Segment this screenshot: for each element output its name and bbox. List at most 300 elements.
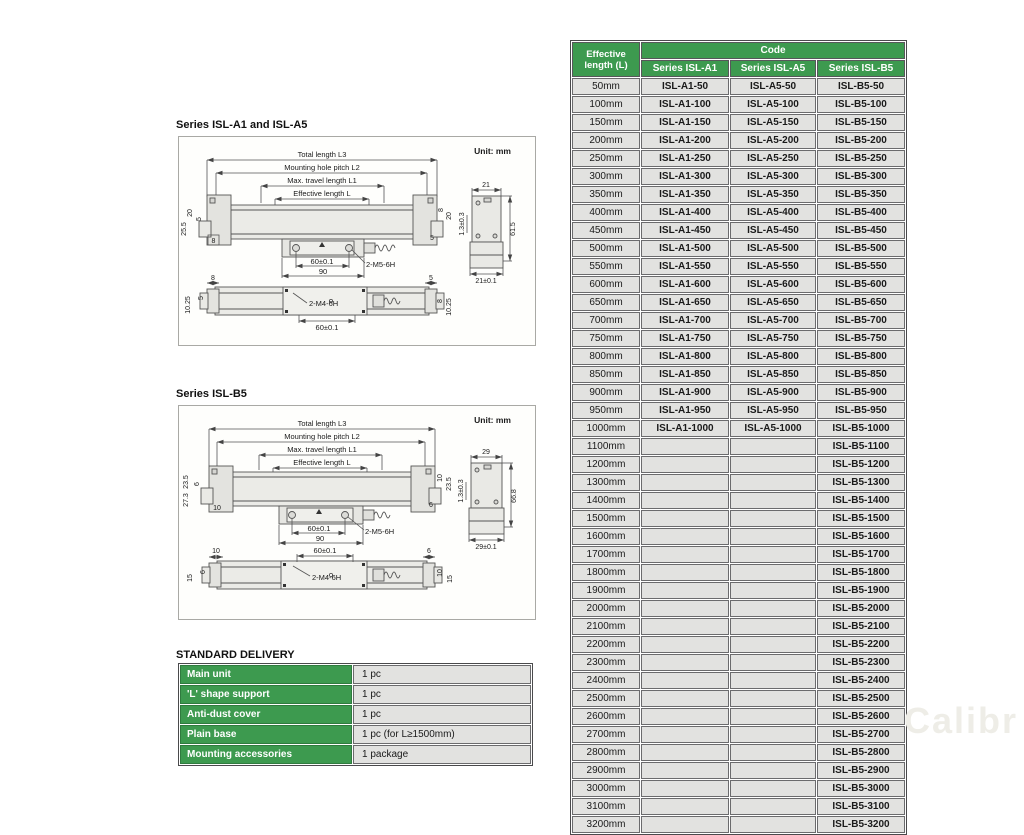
code-cell: ISL-A5-150 bbox=[730, 114, 816, 131]
bottom-right-w-a: 5 bbox=[429, 275, 433, 282]
code-cell: ISL-A5-550 bbox=[730, 258, 816, 275]
table-row bbox=[572, 546, 905, 563]
left-dim4-a: 8 bbox=[211, 238, 216, 245]
length-cell: 150mm bbox=[572, 114, 640, 131]
end-base-b: 29±0.1 bbox=[475, 544, 497, 551]
length-cell: 2900mm bbox=[572, 762, 640, 779]
code-cell bbox=[730, 744, 816, 761]
end-width-b: 29 bbox=[482, 449, 490, 456]
right-dim3-b: 6 bbox=[429, 502, 433, 509]
end-height-b: 66.8 bbox=[511, 489, 518, 503]
table-row bbox=[572, 132, 905, 149]
code-cell: ISL-B5-350 bbox=[817, 186, 905, 203]
code-cell bbox=[730, 816, 816, 833]
length-cell: 350mm bbox=[572, 186, 640, 203]
length-cell: 1100mm bbox=[572, 438, 640, 455]
code-cell bbox=[641, 510, 729, 527]
code-cell: ISL-B5-1600 bbox=[817, 528, 905, 545]
code-cell: ISL-B5-2400 bbox=[817, 672, 905, 689]
code-cell: ISL-A1-500 bbox=[641, 240, 729, 257]
table-row bbox=[572, 762, 905, 779]
code-cell: ISL-A1-450 bbox=[641, 222, 729, 239]
code-cell bbox=[641, 762, 729, 779]
code-cell: ISL-B5-2900 bbox=[817, 762, 905, 779]
code-cell: ISL-A5-650 bbox=[730, 294, 816, 311]
code-cell: ISL-A5-800 bbox=[730, 348, 816, 365]
code-cell: ISL-B5-3000 bbox=[817, 780, 905, 797]
bottom-left-w-b: 10 bbox=[212, 548, 220, 555]
reader-screw-a: 2-M5-6H bbox=[366, 260, 396, 269]
table-row bbox=[572, 726, 905, 743]
delivery-qty: 1 package bbox=[353, 745, 531, 764]
code-cell bbox=[641, 582, 729, 599]
code-cell bbox=[730, 780, 816, 797]
code-cell bbox=[641, 618, 729, 635]
code-cell: ISL-A1-950 bbox=[641, 402, 729, 419]
code-cell bbox=[641, 600, 729, 617]
end-view-b bbox=[469, 463, 504, 534]
code-cell bbox=[730, 564, 816, 581]
left-dim1-b: 23.5 bbox=[183, 475, 190, 489]
code-cell: ISL-B5-2700 bbox=[817, 726, 905, 743]
code-cell bbox=[730, 528, 816, 545]
table-row bbox=[572, 510, 905, 527]
dim-pitch-b: Mounting hole pitch L2 bbox=[284, 432, 360, 441]
table-row bbox=[572, 114, 905, 131]
table-row bbox=[572, 294, 905, 311]
code-header: Code bbox=[641, 42, 905, 59]
length-cell: 2300mm bbox=[572, 654, 640, 671]
code-cell: ISL-A5-950 bbox=[730, 402, 816, 419]
table-row bbox=[572, 186, 905, 203]
delivery-qty: 1 pc (for L≥1500mm) bbox=[353, 725, 531, 744]
length-cell: 1600mm bbox=[572, 528, 640, 545]
delivery-row bbox=[180, 665, 531, 684]
code-cell: ISL-B5-200 bbox=[817, 132, 905, 149]
delivery-row bbox=[180, 725, 531, 744]
code-cell: ISL-B5-250 bbox=[817, 150, 905, 167]
length-cell: 400mm bbox=[572, 204, 640, 221]
code-cell: ISL-B5-1800 bbox=[817, 564, 905, 581]
code-cell: ISL-B5-600 bbox=[817, 276, 905, 293]
length-cell: 600mm bbox=[572, 276, 640, 293]
table-row bbox=[572, 276, 905, 293]
end-base-a: 21±0.1 bbox=[475, 278, 497, 285]
code-cell: ISL-A5-50 bbox=[730, 78, 816, 95]
length-cell: 2500mm bbox=[572, 690, 640, 707]
right-dim1-a: 8 bbox=[438, 208, 445, 212]
end-offset-a: 1.3±0.3 bbox=[459, 212, 466, 236]
bottom-right-h-a: 8 bbox=[437, 299, 444, 303]
length-cell: 2600mm bbox=[572, 708, 640, 725]
code-cell bbox=[730, 438, 816, 455]
code-cell bbox=[730, 600, 816, 617]
table-row bbox=[572, 402, 905, 419]
delivery-item: Anti-dust cover bbox=[180, 705, 352, 724]
code-cell bbox=[730, 510, 816, 527]
unit-label-b: Unit: mm bbox=[474, 415, 511, 425]
code-cell: ISL-A5-700 bbox=[730, 312, 816, 329]
code-cell bbox=[730, 690, 816, 707]
code-cell: ISL-B5-950 bbox=[817, 402, 905, 419]
code-cell: ISL-B5-3100 bbox=[817, 798, 905, 815]
code-cell: ISL-A5-350 bbox=[730, 186, 816, 203]
table-row bbox=[572, 780, 905, 797]
left-dim2-a: 5 bbox=[196, 217, 203, 221]
code-cell: ISL-A1-250 bbox=[641, 150, 729, 167]
code-cell bbox=[641, 438, 729, 455]
code-cell bbox=[641, 636, 729, 653]
table-row bbox=[572, 384, 905, 401]
diagram-b-drawing bbox=[179, 406, 535, 619]
code-cell bbox=[730, 474, 816, 491]
code-cell: ISL-B5-1200 bbox=[817, 456, 905, 473]
end-height-a: 61.5 bbox=[510, 222, 517, 236]
table-row bbox=[572, 258, 905, 275]
table-row bbox=[572, 420, 905, 437]
code-cell: ISL-A5-500 bbox=[730, 240, 816, 257]
length-cell: 2100mm bbox=[572, 618, 640, 635]
dim-travel-a: Max. travel length L1 bbox=[287, 176, 357, 185]
length-cell: 250mm bbox=[572, 150, 640, 167]
table-row bbox=[572, 456, 905, 473]
reader-pitch-b: 60±0.1 bbox=[307, 524, 331, 533]
unit-label-a: Unit: mm bbox=[474, 146, 511, 156]
left-dim3-b: 27.3 bbox=[183, 493, 190, 507]
table-row bbox=[572, 636, 905, 653]
bottom-left-h-b: 6 bbox=[200, 570, 207, 574]
code-cell: ISL-A5-400 bbox=[730, 204, 816, 221]
length-cell: 100mm bbox=[572, 96, 640, 113]
code-cell: ISL-A5-900 bbox=[730, 384, 816, 401]
length-cell: 1500mm bbox=[572, 510, 640, 527]
table-row bbox=[572, 816, 905, 833]
code-cell bbox=[730, 726, 816, 743]
code-cell: ISL-B5-1900 bbox=[817, 582, 905, 599]
length-cell: 2800mm bbox=[572, 744, 640, 761]
code-cell bbox=[730, 708, 816, 725]
dim-effective-a: Effective length L bbox=[293, 189, 351, 198]
code-cell: ISL-A5-250 bbox=[730, 150, 816, 167]
code-cell bbox=[730, 456, 816, 473]
table-row bbox=[572, 204, 905, 221]
code-cell bbox=[641, 474, 729, 491]
table-row bbox=[572, 474, 905, 491]
code-cell bbox=[641, 456, 729, 473]
code-cell: ISL-B5-1300 bbox=[817, 474, 905, 491]
length-cell: 1900mm bbox=[572, 582, 640, 599]
bottom-right-t-b: 15 bbox=[447, 575, 454, 583]
table-row bbox=[572, 654, 905, 671]
length-cell: 3200mm bbox=[572, 816, 640, 833]
reader-screw-b: 2-M5-6H bbox=[365, 527, 395, 536]
length-cell: 2000mm bbox=[572, 600, 640, 617]
code-cell: ISL-B5-2500 bbox=[817, 690, 905, 707]
code-cell bbox=[641, 528, 729, 545]
length-cell: 1400mm bbox=[572, 492, 640, 509]
standard-delivery-title: STANDARD DELIVERY bbox=[176, 649, 295, 661]
code-cell: ISL-A1-750 bbox=[641, 330, 729, 347]
code-cell bbox=[641, 654, 729, 671]
delivery-item: Mounting accessories bbox=[180, 745, 352, 764]
bottom-left-w-a: 8 bbox=[211, 275, 215, 282]
delivery-qty: 1 pc bbox=[353, 685, 531, 704]
length-cell: 450mm bbox=[572, 222, 640, 239]
code-cell bbox=[730, 492, 816, 509]
bottom-right-w-b: 6 bbox=[427, 548, 431, 555]
left-dim4-b: 10 bbox=[213, 505, 221, 512]
code-cell: ISL-B5-1500 bbox=[817, 510, 905, 527]
code-cell: ISL-A5-1000 bbox=[730, 420, 816, 437]
code-cell: ISL-B5-750 bbox=[817, 330, 905, 347]
length-cell: 550mm bbox=[572, 258, 640, 275]
bottom-left-t-a: 10.25 bbox=[185, 296, 192, 314]
code-cell: ISL-B5-1000 bbox=[817, 420, 905, 437]
length-cell: 500mm bbox=[572, 240, 640, 257]
delivery-item: 'L' shape support bbox=[180, 685, 352, 704]
delivery-table-body bbox=[180, 665, 531, 764]
code-cell bbox=[730, 654, 816, 671]
code-cell: ISL-A1-300 bbox=[641, 168, 729, 185]
code-cell: ISL-B5-2600 bbox=[817, 708, 905, 725]
code-cell bbox=[730, 762, 816, 779]
delivery-row bbox=[180, 685, 531, 704]
length-cell: 3000mm bbox=[572, 780, 640, 797]
table-row bbox=[572, 438, 905, 455]
length-cell: 1200mm bbox=[572, 456, 640, 473]
code-cell: ISL-A1-550 bbox=[641, 258, 729, 275]
code-cell: ISL-B5-100 bbox=[817, 96, 905, 113]
table-row bbox=[572, 240, 905, 257]
table-row bbox=[572, 618, 905, 635]
code-cell: ISL-B5-450 bbox=[817, 222, 905, 239]
table-row bbox=[572, 78, 905, 95]
code-cell: ISL-B5-400 bbox=[817, 204, 905, 221]
code-cell: ISL-B5-2100 bbox=[817, 618, 905, 635]
length-cell: 750mm bbox=[572, 330, 640, 347]
code-cell: ISL-A5-600 bbox=[730, 276, 816, 293]
reader-width-a: 90 bbox=[318, 267, 328, 276]
series-b5-header: Series ISL-B5 bbox=[817, 60, 905, 77]
series-a1-header: Series ISL-A1 bbox=[641, 60, 729, 77]
bottom-pitch-a: 60±0.1 bbox=[315, 323, 339, 332]
code-cell bbox=[641, 492, 729, 509]
dim-travel-b: Max. travel length L1 bbox=[287, 445, 357, 454]
code-cell: ISL-A5-850 bbox=[730, 366, 816, 383]
table-row bbox=[572, 168, 905, 185]
code-cell: ISL-B5-500 bbox=[817, 240, 905, 257]
code-cell: ISL-B5-3200 bbox=[817, 816, 905, 833]
code-cell: ISL-A1-800 bbox=[641, 348, 729, 365]
length-cell: 50mm bbox=[572, 78, 640, 95]
code-cell bbox=[641, 546, 729, 563]
reader-width-b: 90 bbox=[315, 534, 325, 543]
length-cell: 1300mm bbox=[572, 474, 640, 491]
code-cell: ISL-B5-2200 bbox=[817, 636, 905, 653]
code-cell: ISL-A1-50 bbox=[641, 78, 729, 95]
table-row bbox=[572, 564, 905, 581]
bottom-left-t-b: 15 bbox=[187, 574, 194, 582]
diagram-b bbox=[178, 405, 536, 620]
code-cell: ISL-B5-900 bbox=[817, 384, 905, 401]
code-cell bbox=[730, 618, 816, 635]
code-cell: ISL-A5-300 bbox=[730, 168, 816, 185]
code-cell: ISL-A1-700 bbox=[641, 312, 729, 329]
length-cell: 900mm bbox=[572, 384, 640, 401]
series-a5-header: Series ISL-A5 bbox=[730, 60, 816, 77]
diagram-a bbox=[178, 136, 536, 346]
length-cell: 200mm bbox=[572, 132, 640, 149]
length-cell: 300mm bbox=[572, 168, 640, 185]
left-dim1-a: 20 bbox=[187, 209, 194, 217]
code-cell bbox=[641, 564, 729, 581]
code-cell bbox=[641, 690, 729, 707]
code-cell: ISL-A5-200 bbox=[730, 132, 816, 149]
length-cell: 800mm bbox=[572, 348, 640, 365]
code-cell: ISL-A1-150 bbox=[641, 114, 729, 131]
code-cell: ISL-A1-650 bbox=[641, 294, 729, 311]
bottom-left-h-a: 5 bbox=[198, 296, 205, 300]
delivery-item: Main unit bbox=[180, 665, 352, 684]
code-cell: ISL-A1-600 bbox=[641, 276, 729, 293]
right-dim3-a: 5 bbox=[430, 235, 434, 242]
table-row bbox=[572, 312, 905, 329]
code-cell: ISL-B5-1700 bbox=[817, 546, 905, 563]
code-cell: ISL-B5-150 bbox=[817, 114, 905, 131]
table-row bbox=[572, 600, 905, 617]
table-row bbox=[572, 492, 905, 509]
code-cell: ISL-B5-50 bbox=[817, 78, 905, 95]
code-cell bbox=[730, 672, 816, 689]
code-cell: ISL-A1-400 bbox=[641, 204, 729, 221]
scale-body-b bbox=[201, 466, 441, 524]
code-cell bbox=[730, 798, 816, 815]
code-cell: ISL-B5-2800 bbox=[817, 744, 905, 761]
length-cell: 1800mm bbox=[572, 564, 640, 581]
length-cell: 2200mm bbox=[572, 636, 640, 653]
code-cell bbox=[641, 672, 729, 689]
code-cell bbox=[641, 798, 729, 815]
table-row bbox=[572, 582, 905, 599]
code-cell: ISL-A1-200 bbox=[641, 132, 729, 149]
bottom-screw-b: 2-M4-6H bbox=[312, 573, 342, 582]
table-row bbox=[572, 744, 905, 761]
bottom-screw-a: 2-M4-6H bbox=[309, 299, 339, 308]
code-cell: ISL-B5-2300 bbox=[817, 654, 905, 671]
delivery-qty: 1 pc bbox=[353, 705, 531, 724]
end-view-a bbox=[470, 196, 503, 268]
code-cell: ISL-B5-300 bbox=[817, 168, 905, 185]
delivery-row bbox=[180, 745, 531, 764]
length-cell: 1700mm bbox=[572, 546, 640, 563]
length-cell: 850mm bbox=[572, 366, 640, 383]
table-row bbox=[572, 672, 905, 689]
table-row bbox=[572, 690, 905, 707]
code-cell: ISL-B5-800 bbox=[817, 348, 905, 365]
delivery-item: Plain base bbox=[180, 725, 352, 744]
code-cell bbox=[730, 546, 816, 563]
code-cell bbox=[641, 780, 729, 797]
code-cell: ISL-A1-1000 bbox=[641, 420, 729, 437]
length-cell: 700mm bbox=[572, 312, 640, 329]
end-offset-b: 1.3±0.3 bbox=[458, 479, 465, 503]
table-row bbox=[572, 708, 905, 725]
table-row bbox=[572, 330, 905, 347]
dim-effective-b: Effective length L bbox=[293, 458, 351, 467]
length-cell: 1000mm bbox=[572, 420, 640, 437]
table-row bbox=[572, 366, 905, 383]
code-cell: ISL-B5-1100 bbox=[817, 438, 905, 455]
code-cell: ISL-A5-450 bbox=[730, 222, 816, 239]
right-dim2-b: 23.5 bbox=[446, 477, 453, 491]
code-cell: ISL-A1-100 bbox=[641, 96, 729, 113]
reader-pitch-a: 60±0.1 bbox=[310, 257, 334, 266]
right-dim1-b: 10 bbox=[437, 474, 444, 482]
code-cell: ISL-B5-650 bbox=[817, 294, 905, 311]
code-table bbox=[570, 40, 907, 835]
diagram-b-title: Series ISL-B5 bbox=[176, 388, 247, 400]
watermark: Calibr bbox=[903, 700, 1018, 741]
code-cell: ISL-B5-2000 bbox=[817, 600, 905, 617]
code-cell bbox=[730, 636, 816, 653]
diagram-a-title: Series ISL-A1 and ISL-A5 bbox=[176, 119, 308, 131]
bottom-right-h-b: 10 bbox=[437, 569, 444, 577]
code-cell: ISL-A1-850 bbox=[641, 366, 729, 383]
code-cell: ISL-B5-550 bbox=[817, 258, 905, 275]
bottom-right-t-a: 10.25 bbox=[446, 298, 453, 316]
code-cell bbox=[730, 582, 816, 599]
left-dim3-a: 25.5 bbox=[181, 222, 188, 236]
table-row bbox=[572, 528, 905, 545]
end-width-a: 21 bbox=[482, 182, 490, 189]
length-cell: 3100mm bbox=[572, 798, 640, 815]
code-cell: ISL-B5-1400 bbox=[817, 492, 905, 509]
length-cell: 950mm bbox=[572, 402, 640, 419]
table-row bbox=[572, 150, 905, 167]
code-cell: ISL-A5-750 bbox=[730, 330, 816, 347]
length-cell: 2400mm bbox=[572, 672, 640, 689]
table-row bbox=[572, 798, 905, 815]
diagram-a-drawing bbox=[179, 137, 535, 345]
dim-total-b: Total length L3 bbox=[297, 419, 347, 428]
code-cell: ISL-B5-700 bbox=[817, 312, 905, 329]
scale-body-a bbox=[199, 195, 443, 257]
dim-total-a: Total length L3 bbox=[297, 150, 347, 159]
dim-pitch-a: Mounting hole pitch L2 bbox=[284, 163, 360, 172]
standard-delivery-table bbox=[178, 663, 533, 766]
effective-length-header: Effective length (L) bbox=[572, 42, 640, 77]
code-cell bbox=[641, 816, 729, 833]
code-table-body bbox=[572, 78, 905, 833]
right-dim2-a: 20 bbox=[446, 212, 453, 220]
left-dim2-b: 6 bbox=[194, 482, 201, 486]
code-table-header-row1 bbox=[572, 42, 905, 59]
table-row bbox=[572, 222, 905, 239]
length-cell: 2700mm bbox=[572, 726, 640, 743]
delivery-row bbox=[180, 705, 531, 724]
delivery-qty: 1 pc bbox=[353, 665, 531, 684]
code-cell: ISL-A1-350 bbox=[641, 186, 729, 203]
code-cell bbox=[641, 726, 729, 743]
code-cell: ISL-A1-900 bbox=[641, 384, 729, 401]
code-cell: ISL-A5-100 bbox=[730, 96, 816, 113]
bottom-pitch-b: 60±0.1 bbox=[313, 546, 337, 555]
code-cell: ISL-B5-850 bbox=[817, 366, 905, 383]
table-row bbox=[572, 96, 905, 113]
table-row bbox=[572, 348, 905, 365]
code-cell bbox=[641, 744, 729, 761]
code-cell bbox=[641, 708, 729, 725]
